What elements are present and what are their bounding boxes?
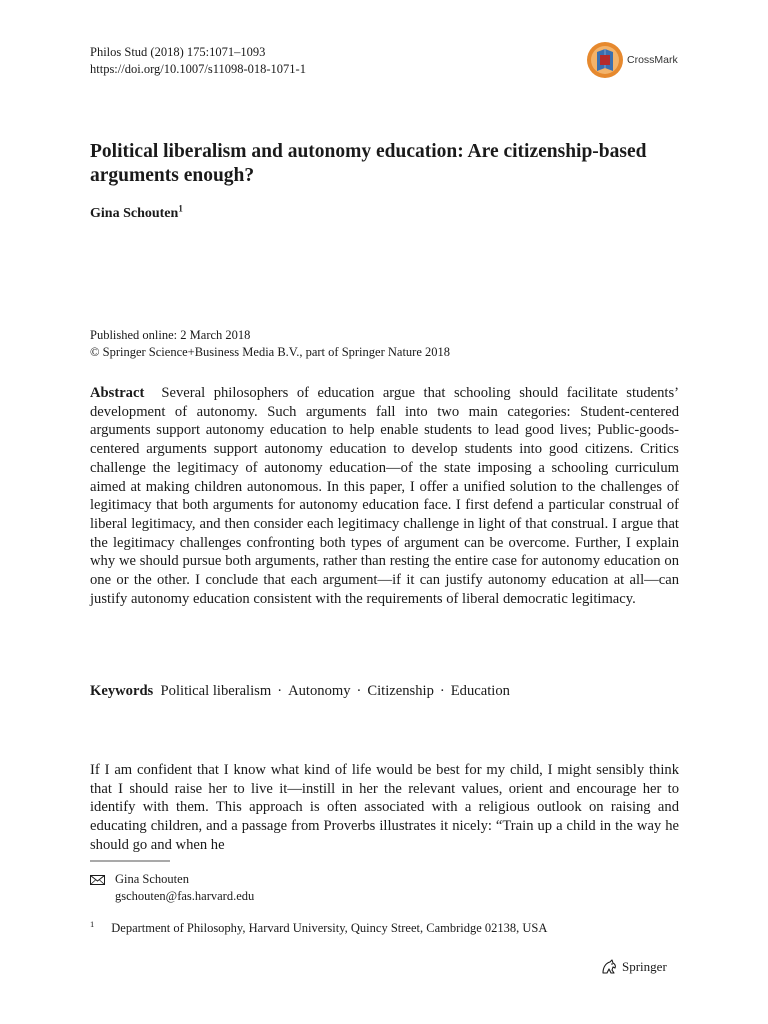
author-line bbox=[90, 203, 183, 222]
springer-horse-icon bbox=[600, 958, 618, 976]
affiliation-mark: 1 bbox=[178, 203, 183, 214]
copyright-notice: © Springer Science+Business Media B.V., part of Springer Nature 2018 bbox=[90, 345, 451, 359]
keyword: Autonomy bbox=[288, 683, 351, 699]
corresponding-name: Gina Schouten bbox=[115, 872, 189, 886]
keyword-separator: · bbox=[356, 683, 362, 699]
corresponding-email[interactable]: gschouten@fas.harvard.edu bbox=[115, 889, 255, 903]
footnote-rule bbox=[90, 860, 170, 862]
published-online: Published online: 2 March 2018 bbox=[90, 328, 251, 342]
body-paragraph: If I am confident that I know what kind of life would be best for my child, I might sensibly think that I should raise her to live it—instill in her the relevant values, orient and encourage her to identify with them. This approach is often associated with a religious outlook on raising and educating children, and a passage from Proverbs illustrates it nicely: “Train up a child in the way he should go and when he bbox=[90, 762, 679, 853]
publication-info bbox=[90, 327, 450, 361]
springer-logo bbox=[600, 958, 667, 976]
keyword-separator: · bbox=[277, 683, 283, 699]
keyword-separator: · bbox=[439, 683, 445, 699]
keyword: Political liberalism bbox=[160, 683, 272, 699]
crossmark-badge[interactable] bbox=[586, 40, 678, 80]
journal-header bbox=[90, 44, 306, 78]
abstract-label: Abstract bbox=[90, 385, 145, 401]
affiliation-footnote bbox=[90, 916, 547, 937]
author-name[interactable]: Gina Schouten bbox=[90, 206, 179, 221]
affiliation-text: Department of Philosophy, Harvard University, Quincy Street, Cambridge 02138, USA bbox=[111, 921, 548, 936]
affiliation-number: 1 bbox=[90, 919, 95, 929]
abstract-text: Several philosophers of education argue that schooling should facilitate students’ development of autonomy. Such arguments fall into two main categories: Student-centered arguments support autonomy education to help enable students to lead good lives; Public-goods-centered arguments support autonomy education to develop students into good citizens. Critics challenge the legitimacy of autonomy education—of the state imposing a schooling curriculum aimed at making children autonomous. In this paper, I offer a unified solution to the challenges of legitimacy that both arguments for autonomy education face. I first defend a particular construal of liberal legitimacy, and then consider each legitimacy challenge in light of that construal. I argue that the legitimacy challenges confronting both types of argument can be overcome. Further, I explain why we should pursue both arguments, rather than resting the entire case for autonomy education on one or the other. I conclude that each argument—if it can justify autonomy education at all—can justify autonomy education consistent with the requirements of liberal democratic legitimacy. bbox=[90, 385, 679, 607]
abstract bbox=[90, 384, 679, 608]
corresponding-author bbox=[90, 871, 254, 905]
keyword: Education bbox=[450, 683, 510, 699]
keywords-label: Keywords bbox=[90, 683, 154, 699]
paper-title: Political liberalism and autonomy education: Are citizenship-based arguments enough? bbox=[90, 141, 647, 186]
crossmark-label: CrossMark bbox=[627, 54, 678, 66]
keywords bbox=[90, 682, 510, 701]
doi-link[interactable]: https://doi.org/10.1007/s11098-018-1071-1 bbox=[90, 62, 306, 76]
envelope-icon bbox=[90, 875, 105, 885]
publisher-name: Springer bbox=[622, 959, 667, 974]
journal-citation: Philos Stud (2018) 175:1071–1093 bbox=[90, 45, 266, 59]
crossmark-icon bbox=[586, 41, 624, 79]
keyword: Citizenship bbox=[367, 683, 434, 699]
